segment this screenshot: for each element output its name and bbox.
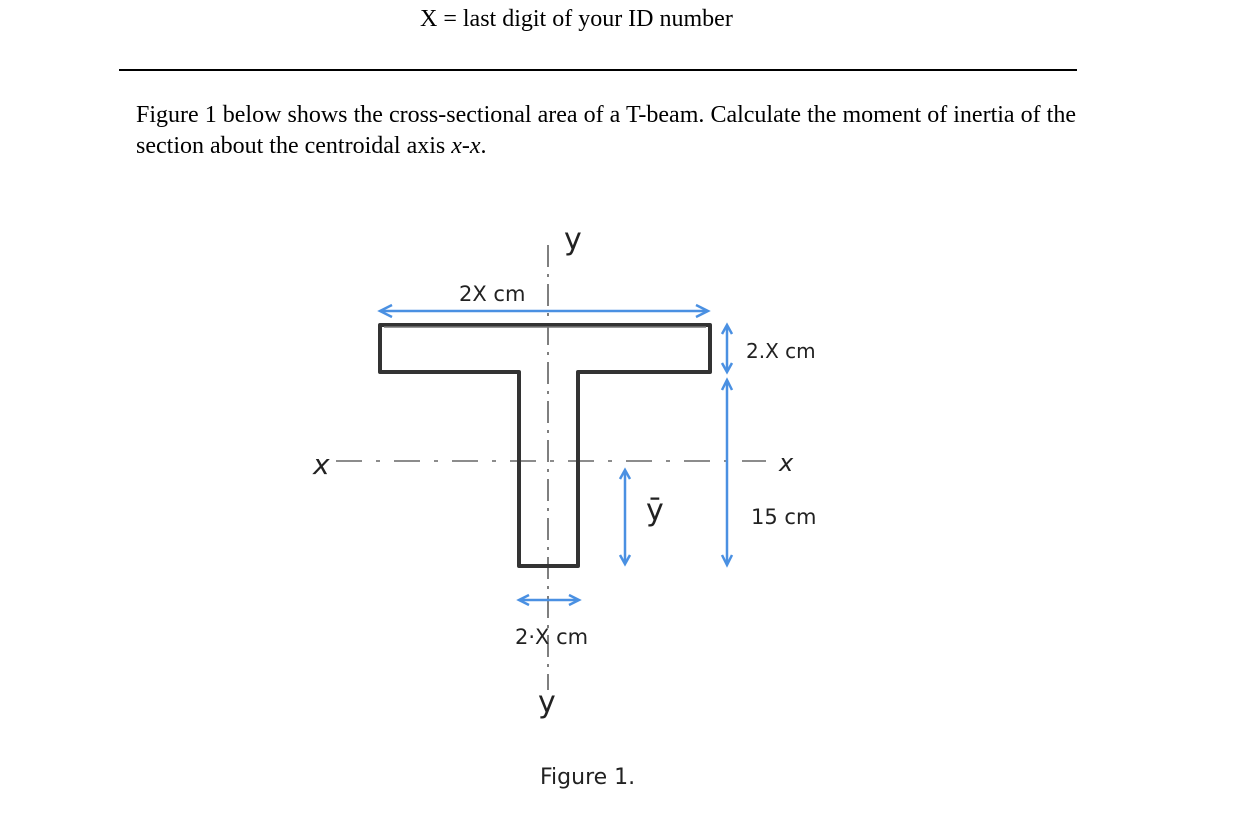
y-axis-label-bottom: y bbox=[538, 685, 556, 720]
flange-thickness-dimension bbox=[722, 325, 732, 372]
axis-name: x-x bbox=[451, 133, 481, 159]
problem-end: . bbox=[480, 133, 487, 159]
figure-caption: Figure 1. bbox=[540, 765, 636, 790]
total-height-label: 15 cm bbox=[751, 505, 817, 529]
total-height-dimension bbox=[722, 380, 732, 565]
y-axis-label-top: y bbox=[564, 222, 582, 257]
flange-width-dimension bbox=[380, 305, 708, 317]
web-width-label: 2·X cm bbox=[515, 625, 589, 649]
problem-text: Figure 1 below shows the cross-sectional area of a T-beam. Calculate the moment of inertia of the section about the centroidal axis bbox=[136, 102, 1076, 159]
x-axis-label-left: x bbox=[313, 448, 330, 481]
ybar-label: ȳ bbox=[646, 493, 664, 528]
t-beam-outline bbox=[380, 325, 710, 566]
flange-width-label: 2X cm bbox=[459, 282, 526, 306]
flange-thickness-label: 2.X cm bbox=[746, 339, 816, 363]
id-instruction: X = last digit of your ID number bbox=[420, 6, 733, 32]
web-width-dimension bbox=[519, 595, 579, 605]
x-axis-label-right: x bbox=[779, 449, 794, 477]
ybar-dimension bbox=[620, 470, 630, 564]
